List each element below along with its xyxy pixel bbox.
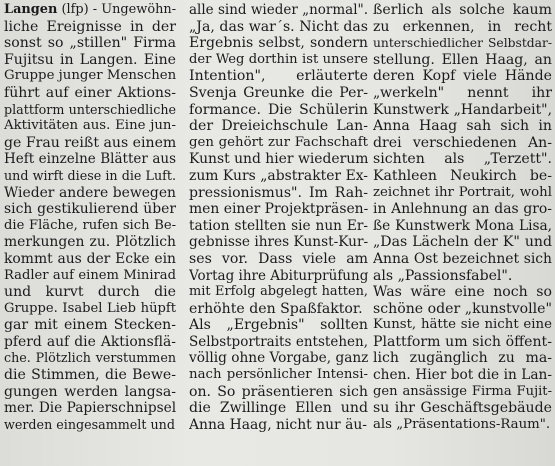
article-column-3 — [373, 2, 552, 433]
line-text: formance. Die Schülerin — [189, 101, 368, 118]
article-line — [373, 251, 552, 268]
article-line — [189, 68, 368, 85]
article-line — [373, 135, 552, 152]
line-text: und kurvt durch die — [4, 284, 176, 301]
dateline: Langen — [4, 2, 58, 17]
line-text: sonst so „stillen" Firma — [4, 35, 176, 52]
line-text: Svenja Greunke die Per- — [189, 84, 368, 101]
line-text: mer. Die Papierschnipsel — [4, 400, 176, 417]
line-text: deren Kopf viele Hände — [373, 68, 552, 85]
line-text: Intention", erläuterte — [189, 68, 368, 85]
article-line — [4, 350, 176, 367]
line-text: kommt aus der Ecke ein — [4, 250, 176, 267]
line-text: der Weg dorthin ist unsere — [189, 51, 368, 67]
article-line — [373, 218, 552, 235]
article-line — [189, 301, 368, 318]
line-text: pressionismus". Im Rah- — [189, 184, 368, 201]
article-line — [189, 35, 368, 52]
article-line — [4, 201, 176, 218]
line-text: zu erkennen, in recht — [373, 18, 552, 35]
line-text: die Zwillinge Ellen und — [189, 400, 368, 417]
article-line — [4, 151, 176, 168]
article-line — [4, 284, 176, 301]
article-line — [4, 2, 176, 19]
article-line — [4, 185, 176, 202]
article-line — [4, 367, 176, 384]
line-text: völlig ohne Vorgabe, ganz — [189, 350, 368, 367]
article-line — [189, 334, 368, 351]
line-text: (lfp) - Ungewöhn- — [57, 2, 176, 17]
article-line — [4, 52, 176, 69]
line-text: sich gestikulierend über — [4, 201, 176, 218]
article-line — [4, 19, 176, 36]
line-text: werden eingesammelt und — [4, 416, 175, 432]
article-line — [373, 85, 552, 102]
line-text: Vortag ihre Abiturprüfung — [189, 267, 368, 284]
article-line — [373, 350, 552, 367]
article-line — [4, 234, 176, 251]
line-text: Als „Ergebnis" sollten — [189, 317, 368, 334]
article-line — [189, 201, 368, 218]
article-line — [373, 201, 552, 218]
line-text: Heft einzelne Blätter aus — [4, 151, 176, 168]
article-line — [189, 384, 368, 401]
article-line — [4, 400, 176, 417]
article-line — [4, 251, 176, 268]
article-line — [4, 85, 176, 102]
article-line — [373, 35, 552, 52]
article-line — [373, 68, 552, 85]
line-text: plattform unterschiedliche — [4, 101, 176, 117]
line-text: tation stellten sie nun Er- — [189, 217, 368, 234]
article-line — [373, 19, 552, 36]
line-text: gebnisse ihres Kunst-Kur- — [189, 234, 368, 251]
article-line — [4, 135, 176, 152]
line-text: Plattform um sich öffent- — [373, 333, 552, 350]
article-line — [4, 301, 176, 318]
line-text: on. So präsentieren sich — [189, 383, 368, 400]
article-line — [189, 234, 368, 251]
article-line — [189, 19, 368, 36]
article-line — [373, 268, 552, 285]
article-line — [4, 268, 176, 285]
line-text: Kunst und hier wiederum — [189, 151, 368, 168]
line-text: Was wäre eine noch so — [373, 284, 552, 301]
line-text: als „Passionsfabel". — [373, 267, 513, 284]
line-text: zeichnet ihr Portrait, wohl — [373, 184, 552, 200]
line-text: Anna Haag sah sich in — [373, 118, 552, 135]
article-line — [4, 317, 176, 334]
line-text: Gruppe. Isabel Lieb hüpft — [4, 300, 176, 316]
line-text: Fujitsu in Langen. Eine — [4, 51, 176, 68]
line-text: men einer Projektpräsen- — [189, 201, 368, 218]
article-line — [189, 218, 368, 235]
line-text: lich zugänglich zu ma- — [373, 350, 552, 367]
article-line — [373, 284, 552, 301]
line-text: in Anlehnung an das gro- — [373, 201, 552, 218]
article-line — [4, 68, 176, 85]
line-text: alle sind wieder „normal". — [189, 2, 368, 18]
article-line — [373, 2, 552, 19]
line-text: gungen werden langsa- — [4, 383, 176, 400]
line-text: drei verschiedenen An- — [373, 134, 552, 151]
article-line — [4, 102, 176, 119]
article-line — [373, 52, 552, 69]
line-text: „Das Lächeln der K" und — [373, 234, 552, 251]
line-text: ses vor. Dass viele am — [189, 250, 368, 267]
article-line — [373, 168, 552, 185]
article-line — [189, 417, 368, 434]
article-line — [373, 151, 552, 168]
article-line — [373, 334, 552, 351]
article-line — [4, 118, 176, 135]
line-text: Wieder andere bewegen — [4, 184, 176, 201]
article-line — [189, 400, 368, 417]
line-text: unterschiedlicher Selbstdar- — [373, 36, 552, 51]
article-line — [189, 317, 368, 334]
line-text: chen. Hier bot die in Lan- — [373, 367, 552, 384]
article-line — [189, 350, 368, 367]
article-line — [4, 417, 176, 434]
article-line — [4, 218, 176, 235]
line-text: che. Plötzlich verstummen — [4, 350, 176, 366]
line-text: Kathleen Neukirch be- — [373, 167, 552, 184]
article-line — [373, 185, 552, 202]
line-text: führt auf einer Aktions- — [4, 84, 176, 101]
article-line — [189, 52, 368, 69]
article-line — [189, 268, 368, 285]
line-text: Anna Ost bezeichnet sich — [373, 250, 552, 267]
article-line — [189, 185, 368, 202]
article-line — [189, 102, 368, 119]
line-text: su ihr Geschäftsgebäude — [373, 400, 552, 417]
line-text: merkungen zu. Plötzlich — [4, 234, 176, 251]
line-text: gen ansässige Firma Fujit- — [373, 383, 552, 399]
line-text: zum Kurs „abstrakter Ex- — [189, 167, 368, 184]
article-line — [373, 417, 552, 434]
article-line — [189, 118, 368, 135]
article-line — [373, 102, 552, 119]
line-text: schöne oder „kunstvolle" — [373, 300, 552, 317]
article-line — [373, 317, 552, 334]
article-line — [373, 234, 552, 251]
article-line — [189, 85, 368, 102]
article-line — [189, 2, 368, 19]
line-text: ge Frau reißt aus einem — [4, 134, 176, 151]
line-text: die Fläche, rufen sich Be- — [4, 217, 176, 233]
line-text: „Ja, das war´s. Nicht das — [189, 18, 368, 35]
line-text: gar mit einem Stecken- — [4, 317, 176, 334]
line-text: Kunstwerk „Handarbeit", — [373, 101, 552, 118]
article-line — [4, 168, 176, 185]
article-column-2 — [189, 2, 368, 433]
article-line — [373, 384, 552, 401]
line-text: Selbstportraits entstehen, — [189, 333, 368, 350]
article-line — [4, 384, 176, 401]
line-text: stellung. Ellen Haag, an — [373, 51, 552, 68]
line-text: Aktivitäten aus. Eine jun- — [4, 118, 176, 134]
line-text: nach persönlicher Intensi- — [189, 367, 368, 383]
line-text: mit Erfolg abgelegt hatten, — [189, 284, 368, 300]
line-text: Kunst, hätte sie nicht eine — [373, 317, 552, 333]
line-text: Gruppe junger Menschen — [4, 68, 176, 84]
article-line — [4, 334, 176, 351]
line-text: sichten als „Terzett". — [373, 151, 552, 168]
line-text: der Dreieichschule Lan- — [189, 118, 368, 135]
line-text: ße Kunstwerk Mona Lisa, — [373, 217, 552, 234]
line-text: Radler auf einem Minirad — [4, 267, 176, 283]
article-line — [373, 400, 552, 417]
line-text: erhöhte den Spaßfaktor. — [189, 300, 363, 317]
article-line — [373, 118, 552, 135]
line-text: Ergebnis selbst, sondern — [189, 35, 368, 52]
article-line — [189, 135, 368, 152]
line-text: als „Präsentations-Raum". — [373, 416, 551, 432]
line-text: liche Ereignisse in der — [4, 18, 176, 35]
line-text: ßerlich als solche kaum — [373, 2, 552, 18]
article-line — [189, 284, 368, 301]
line-text: die Stimmen, die Bewe- — [4, 367, 176, 384]
line-text: pferd auf die Aktionsflä- — [4, 333, 176, 350]
line-text: Anna Haag, nicht nur äu- — [189, 416, 368, 433]
article-line — [373, 301, 552, 318]
article-line — [189, 151, 368, 168]
line-text: und wirft diese in die Luft. — [4, 167, 176, 183]
line-text: gen gehört zur Fachschaft — [189, 134, 368, 150]
article-line — [189, 251, 368, 268]
article-column-1 — [4, 2, 176, 433]
line-text: „werkeln" nennt ihr — [373, 84, 552, 101]
article-line — [373, 367, 552, 384]
article-line — [189, 168, 368, 185]
article-line — [4, 35, 176, 52]
article-line — [189, 367, 368, 384]
